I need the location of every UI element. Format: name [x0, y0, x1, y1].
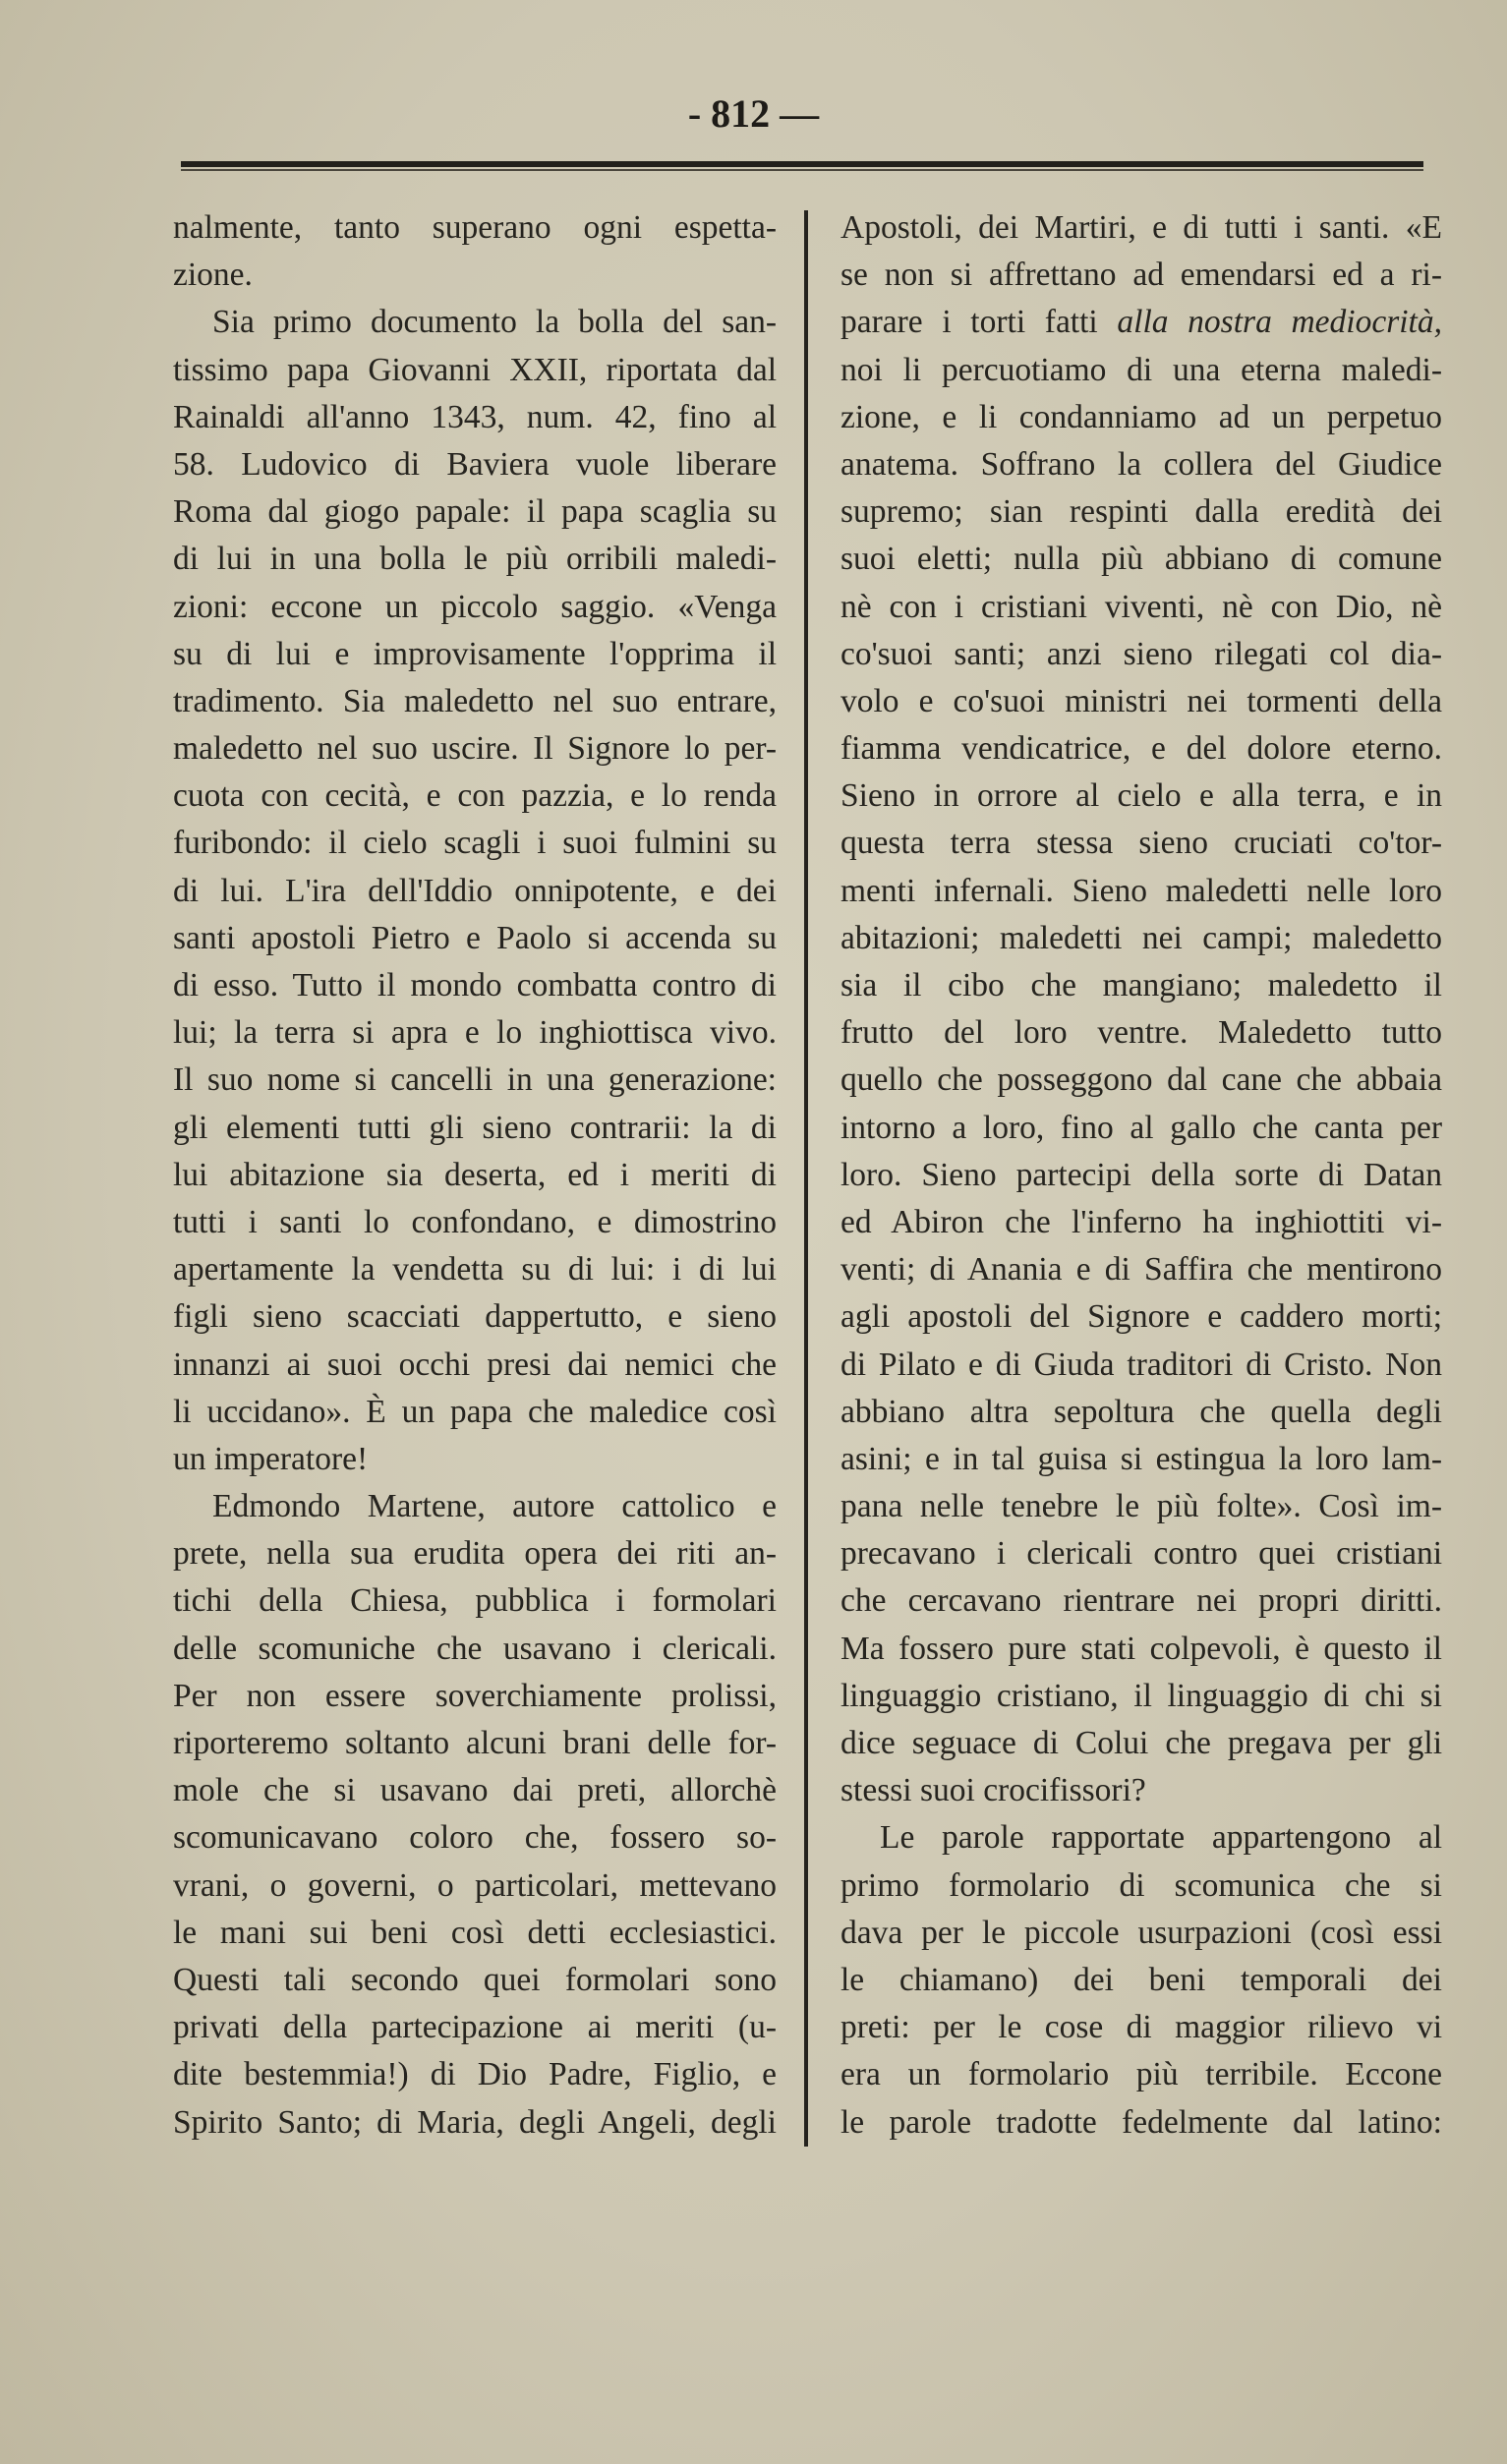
text-line [173, 1720, 777, 1767]
text-line [840, 1246, 1442, 1293]
text-line [173, 1910, 777, 1957]
text-line-content: di lui. L'ira dell'Iddio onnipotente, e dei [173, 872, 777, 909]
text-line-content: Il suo nome si cancelli in una generazione: [173, 1061, 777, 1099]
text-line [173, 584, 777, 631]
text-line-content: volo e co'suoi ministri nei tormenti della [840, 682, 1442, 719]
text-line-content: zioni: eccone un piccolo saggio. «Venga [173, 588, 777, 625]
text-line-content: le chiamano) dei beni temporali dei [840, 1961, 1442, 1998]
text-line-content: primo formolario di scomunica che si [840, 1866, 1442, 1904]
text-line [173, 1767, 777, 1814]
text-line-content: dite bestemmia!) di Dio Padre, Figlio, e [173, 2056, 777, 2093]
text-line-content: mole che si usavano dai preti, allorchè [173, 1772, 777, 1809]
text-line-content: santi apostoli Pietro e Paolo si accenda su [173, 919, 777, 956]
text-line-content: tissimo papa Giovanni XXII, riportata dal [173, 351, 777, 388]
text-line [840, 536, 1442, 583]
text-line-content: co'suoi santi; anzi sieno rilegati col dia- [840, 635, 1442, 672]
text-line [173, 962, 777, 1009]
text-line [173, 1673, 777, 1720]
text-line [173, 204, 777, 252]
text-line [840, 1814, 1442, 1862]
text-line [840, 2004, 1442, 2051]
text-line [840, 1577, 1442, 1625]
text-line [173, 441, 777, 488]
text-line [840, 1957, 1442, 2004]
text-line [173, 347, 777, 394]
text-line-content: ed Abiron che l'inferno ha inghiottiti vi- [840, 1203, 1442, 1240]
text-line [840, 1862, 1442, 1910]
text-line [840, 347, 1442, 394]
text-line [840, 488, 1442, 536]
text-line [173, 1105, 777, 1152]
text-line [840, 252, 1442, 299]
text-line-content: di esso. Tutto il mondo combatta contro di [173, 967, 777, 1003]
text-line-content: dava per le piccole usurpazioni (così essi [840, 1914, 1442, 1951]
right-column [840, 204, 1442, 2147]
text-line-content: quello che posseggono dal cane che abbaia [840, 1061, 1442, 1099]
text-line [840, 1009, 1442, 1057]
text-line [173, 868, 777, 915]
text-line [840, 773, 1442, 820]
text-line [840, 962, 1442, 1009]
text-line [840, 1673, 1442, 1720]
text-line-content: Ma fossero pure stati colpevoli, è questo il [840, 1630, 1442, 1667]
text-line [840, 1626, 1442, 1673]
text-line-content: Spirito Santo; di Maria, degli Angeli, degli [173, 2103, 777, 2141]
text-line-content: intorno a loro, fino al gallo che canta per [840, 1109, 1442, 1146]
text-line-content: Apostoli, dei Martiri, e di tutti i santi. «E [840, 209, 1442, 246]
text-line-content: Rainaldi all'anno 1343, num. 42, fino al [173, 398, 777, 435]
text-line-content: pana nelle tenebre le più folte». Così im- [840, 1488, 1442, 1525]
text-line-content: sia il cibo che mangiano; maledetto il [840, 967, 1442, 1003]
text-line-content: anatema. Soffrano la collera del Giudice [840, 445, 1442, 483]
text-line-content: privati della partecipazione ai meriti (u- [173, 2009, 777, 2046]
text-line-content: venti; di Anania e di Saffira che mentirono [840, 1251, 1442, 1289]
text-line [173, 1342, 777, 1389]
text-line-content: linguaggio cristiano, il linguaggio di chi si [840, 1677, 1442, 1714]
text-line [173, 1862, 777, 1910]
text-line-content: se non si affrettano ad emendarsi ed a ri- [840, 257, 1442, 294]
text-line-content: 58. Ludovico di Baviera vuole liberare [173, 445, 777, 483]
text-line [173, 252, 777, 299]
text-line-content: furibondo: il cielo scagli i suoi fulmini su [173, 825, 777, 862]
text-line [840, 299, 1442, 346]
text-line-content: su di lui e improvisamente l'opprima il [173, 635, 777, 672]
text-line [173, 820, 777, 867]
text-line [173, 1530, 777, 1577]
text-line-content: zione. [173, 257, 253, 294]
text-line [173, 1199, 777, 1246]
text-line [173, 2099, 777, 2147]
text-line [840, 441, 1442, 488]
text-line-content: le parole tradotte fedelmente dal latino: [840, 2103, 1442, 2141]
text-line [173, 678, 777, 725]
text-line-content: che cercavano rientrare nei propri diritti. [840, 1582, 1442, 1620]
text-line [840, 1910, 1442, 1957]
text-line-content: lui abitazione sia deserta, ed i meriti di [173, 1156, 777, 1193]
text-line [840, 1767, 1442, 1814]
text-line-content: un imperatore! [173, 1440, 369, 1477]
text-line-content: tichi della Chiesa, pubblica i formolari [173, 1582, 777, 1620]
text-line-content: agli apostoli del Signore e caddero morti; [840, 1298, 1442, 1336]
text-line-content: abitazioni; maledetti nei campi; maledetto [840, 919, 1442, 956]
text-line [173, 915, 777, 962]
text-line-content: dice seguace di Colui che pregava per gli [840, 1725, 1442, 1761]
text-line [840, 394, 1442, 441]
column-divider [804, 210, 808, 2147]
text-line-content: noi li percuotiamo di una eterna maledi- [840, 351, 1442, 388]
text-line [173, 773, 777, 820]
text-line [840, 1342, 1442, 1389]
text-line-content: preti: per le cose di maggior rilievo vi [840, 2009, 1442, 2046]
text-line [173, 1957, 777, 2004]
text-line-content: frutto del loro ventre. Maledetto tutto [840, 1014, 1442, 1052]
text-line [173, 1483, 777, 1530]
text-line-content: tradimento. Sia maledetto nel suo entrare, [173, 682, 777, 719]
text-line-content: le mani sui beni così detti ecclesiastici. [173, 1914, 777, 1951]
text-line [173, 1626, 777, 1673]
text-line [840, 1057, 1442, 1104]
text-line-content: Questi tali secondo quei formolari sono [173, 1961, 777, 1998]
text-line [840, 1293, 1442, 1341]
text-line-content: tutti i santi lo confondano, e dimostrino [173, 1203, 777, 1240]
text-line-content: era un formolario più terribile. Eccone [840, 2056, 1442, 2093]
text-line [840, 678, 1442, 725]
text-line-content: maledetto nel suo uscire. Il Signore lo per- [173, 730, 777, 768]
text-line [840, 1720, 1442, 1767]
text-line [840, 1389, 1442, 1436]
text-line-content: questa terra stessa sieno cruciati co'tor- [840, 825, 1442, 862]
text-line [173, 631, 777, 678]
text-line [173, 1057, 777, 1104]
text-line-content: vrani, o governi, o particolari, mettevano [173, 1866, 777, 1904]
text-line-content: precavano i clericali contro quei cristiani [840, 1535, 1442, 1573]
text-line-content: prete, nella sua erudita opera dei riti an- [173, 1535, 777, 1573]
text-line [840, 1436, 1442, 1483]
text-line [173, 2004, 777, 2051]
text-line-content: Per non essere soverchiamente prolissi, [173, 1677, 777, 1714]
text-line-content: asini; e in tal guisa si estingua la loro lam- [840, 1440, 1442, 1477]
text-line [173, 1436, 777, 1483]
text-line [173, 1293, 777, 1341]
text-line-content: delle scomuniche che usavano i clericali. [173, 1630, 777, 1667]
header-rule [181, 161, 1423, 167]
text-line-content: fiamma vendicatrice, e del dolore eterno. [840, 730, 1442, 768]
text-line [173, 1152, 777, 1199]
text-line [840, 868, 1442, 915]
text-line [840, 584, 1442, 631]
text-line [840, 1483, 1442, 1530]
text-line-content: li uccidano». È un papa che maledice così [173, 1393, 777, 1430]
text-line-content: apertamente la vendetta su di lui: i di lui [173, 1251, 777, 1289]
text-line [840, 1530, 1442, 1577]
text-line [173, 1389, 777, 1436]
text-line-content: di Pilato e di Giuda traditori di Cristo. Non [840, 1346, 1442, 1383]
text-line [840, 1152, 1442, 1199]
text-line [840, 2051, 1442, 2098]
text-line [173, 2051, 777, 2098]
text-line-content: menti infernali. Sieno maledetti nelle loro [840, 872, 1442, 909]
text-line [840, 725, 1442, 773]
text-line-content: innanzi ai suoi occhi presi dai nemici che [173, 1346, 777, 1383]
text-line-content: Roma dal giogo papale: il papa scaglia su [173, 493, 777, 531]
text-line-content: stessi suoi crocifissori? [840, 1772, 1146, 1809]
text-line-content: lui; la terra si apra e lo inghiottisca vivo. [173, 1014, 777, 1052]
text-line-content: loro. Sieno partecipi della sorte di Datan [840, 1156, 1442, 1193]
page-number: - 812 — [687, 91, 820, 136]
text-line [173, 1009, 777, 1057]
text-line [173, 488, 777, 536]
text-line-content: supremo; sian respinti dalla eredità dei [840, 493, 1442, 531]
text-line [840, 2099, 1442, 2147]
text-line-content: Sia primo documento la bolla del san- [212, 304, 777, 341]
text-line-content: nè con i cristiani viventi, nè con Dio, nè [840, 588, 1442, 625]
text-line-content: zione, e li condanniamo ad un perpetuo [840, 398, 1442, 435]
text-line [840, 915, 1442, 962]
text-line [173, 536, 777, 583]
text-line [173, 1814, 777, 1862]
text-line-content: parare i torti fatti [840, 304, 1118, 341]
text-line [840, 820, 1442, 867]
text-line-content: gli elementi tutti gli sieno contrarii: la di [173, 1109, 777, 1146]
text-line-content: cuota con cecità, e con pazzia, e lo renda [173, 777, 777, 815]
text-line-content: abbiano altra sepoltura che quella degli [840, 1393, 1442, 1430]
text-line [840, 1199, 1442, 1246]
text-line-content: Le parole rapportate appartengono al [880, 1819, 1442, 1857]
text-line-content: figli sieno scacciati dappertutto, e sieno [173, 1298, 777, 1336]
text-line-content: suoi eletti; nulla più abbiano di comune [840, 541, 1442, 578]
text-line [173, 299, 777, 346]
text-line-content: di lui in una bolla le più orribili maledi- [173, 541, 777, 578]
left-column [173, 204, 777, 2147]
text-line [840, 631, 1442, 678]
text-line [173, 1246, 777, 1293]
text-line-content: nalmente, tanto superano ogni espetta- [173, 209, 777, 246]
text-line [840, 204, 1442, 252]
text-line [840, 1105, 1442, 1152]
text-line [173, 394, 777, 441]
text-line-content: scomunicavano coloro che, fossero so- [173, 1819, 777, 1857]
text-line-content: Edmondo Martene, autore cattolico e [212, 1488, 777, 1525]
text-line-content: riporteremo soltanto alcuni brani delle for- [173, 1725, 777, 1761]
text-line-italic: alla nostra mediocrità, [1117, 304, 1442, 341]
text-line-content: Sieno in orrore al cielo e alla terra, e in [840, 777, 1442, 815]
text-line [173, 725, 777, 773]
header-rule-thin [181, 169, 1423, 171]
text-line [173, 1577, 777, 1625]
